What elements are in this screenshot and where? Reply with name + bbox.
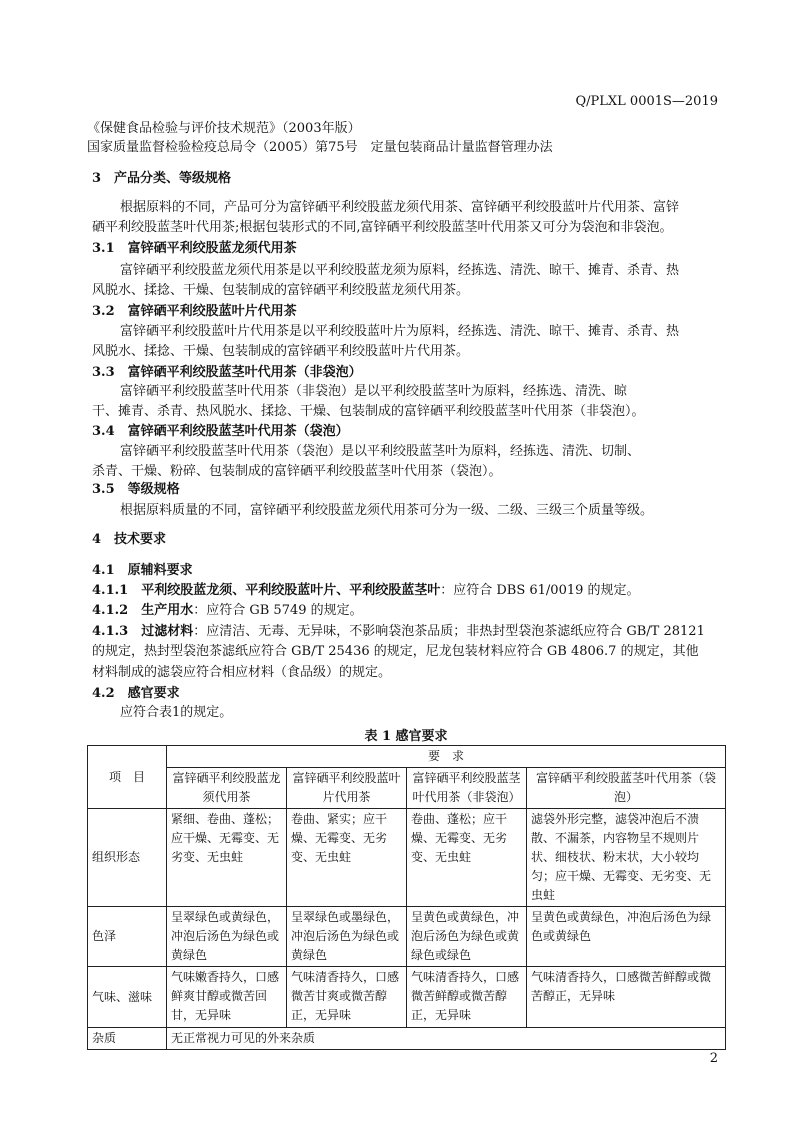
requirement-header: 要 求	[167, 746, 726, 768]
section-title: 感官要求	[127, 686, 180, 701]
paragraph-line: 材料制成的滤袋应符合相应材料（食品级）的规定。	[92, 665, 392, 680]
clause-number: 4.1.3	[92, 624, 129, 639]
table-cell: 气味嫩香持久，口感鲜爽甘醇或微苦回甘，无异味	[167, 967, 287, 1028]
column-header: 富锌硒平利绞股蓝茎叶代用茶（袋泡）	[527, 768, 726, 809]
section-number: 3.3	[92, 365, 115, 380]
section-4-1-heading	[92, 562, 193, 580]
paragraph-line: 干、摊青、杀青、热风脱水、揉捻、干燥、包装制成的富锌硒平利绞股蓝茎叶代用茶（非袋泡）。	[92, 404, 645, 419]
paragraph-line: 富锌硒平利绞股蓝龙须代用茶是以平利绞股蓝龙须为原料，经拣选、清洗、晾干、摊青、杀青、热	[120, 263, 680, 278]
table-header-row	[88, 746, 726, 768]
table-cell: 卷曲、蓬松；应干燥、无霉变、无劣变、无虫蛀	[407, 809, 527, 907]
table-cell: 滤袋外形完整，滤袋冲泡后不溃散、不漏茶，内容物呈不规则片状、细枝状、粉末状，大小较均匀；应干燥、无霉变、无劣变、无虫蛀	[527, 809, 726, 907]
clause-number: 4.1.1	[92, 583, 129, 598]
row-label: 组织形态	[88, 809, 167, 907]
paragraph-line: 硒平利绞股蓝茎叶代用茶;根据包装形式的不同,富锌硒平利绞股蓝茎叶代用茶又可分为袋泡和非袋泡。	[92, 220, 673, 235]
clause-4-1-2	[92, 602, 363, 620]
section-3-heading: 3 产品分类、等级规格	[92, 171, 232, 186]
clause-title: 平利绞股蓝龙须、平利绞股蓝叶片、平利绞股蓝茎叶	[141, 583, 441, 598]
section-number: 3.4	[92, 424, 115, 439]
clause-text: ：应符合 GB 5749 的规定。	[193, 603, 363, 618]
section-title: 原辅料要求	[127, 563, 193, 578]
section-title: 富锌硒平利绞股蓝茎叶代用茶（非袋泡）	[127, 365, 362, 380]
section-number: 3.1	[92, 241, 115, 256]
column-header: 富锌硒平利绞股蓝茎叶代用茶（非袋泡）	[407, 768, 527, 809]
section-title: 富锌硒平利绞股蓝叶片代用茶	[127, 304, 297, 319]
row-label: 气味、滋味	[88, 967, 167, 1028]
reference-line: 《保健食品检验与评价技术规范》（2003年版）	[87, 121, 361, 136]
column-header: 富锌硒平利绞股蓝龙须代用茶	[167, 768, 287, 809]
table-cell: 气味清香持久，口感微苦鲜醇或微苦醇正，无异味	[407, 967, 527, 1028]
paragraph-line: 风脱水、揉捻、干燥、包装制成的富锌硒平利绞股蓝龙须代用茶。	[92, 283, 470, 298]
clause-title: 过滤材料	[141, 624, 194, 639]
table-cell: 气味清香持久，口感微苦甘爽或微苦醇正，无异味	[287, 967, 407, 1028]
paragraph-line: 富锌硒平利绞股蓝茎叶代用茶（非袋泡）是以平利绞股蓝茎叶为原料，经拣选、清洗、晾	[120, 384, 628, 399]
section-3-4-heading	[92, 423, 349, 441]
section-title: 富锌硒平利绞股蓝茎叶代用茶（袋泡）	[127, 424, 349, 439]
section-3-1-heading	[92, 240, 297, 258]
table-cell: 卷曲、紧实；应干燥、无霉变、无劣变、无虫蛀	[287, 809, 407, 907]
clause-text: ：应符合 DBS 61/0019 的规定。	[440, 583, 640, 598]
clause-text: ：应清洁、无毒、无异味，不影响袋泡茶品质；非热封型袋泡茶滤纸应符合 GB/T 28121	[193, 624, 705, 639]
table-cell: 紧细、卷曲、蓬松；应干燥、无霉变、无劣变、无虫蛀	[167, 809, 287, 907]
paragraph-line: 富锌硒平利绞股蓝叶片代用茶是以平利绞股蓝叶片为原料，经拣选、清洗、晾干、摊青、杀青、热	[120, 324, 680, 339]
section-number: 3.2	[92, 304, 115, 319]
section-title: 等级规格	[127, 482, 180, 497]
section-3-3-heading	[92, 364, 362, 382]
table-cell: 气味清香持久，口感微苦鲜醇或微苦醇正，无异味	[527, 967, 726, 1028]
sensory-table	[87, 745, 726, 1050]
clause-4-1-1	[92, 582, 640, 600]
section-4-heading: 4 技术要求	[92, 532, 167, 547]
table-cell: 呈黄色或黄绿色，冲泡后汤色为绿色或黄绿色或绿色	[407, 907, 527, 967]
table-row	[88, 1028, 726, 1050]
table-column-header-row	[88, 768, 726, 809]
paragraph-line: 的规定，热封型袋泡茶滤纸应符合 GB/T 25436 的规定，尼龙包装材料应符合 GB 4806.7 的规定，其他	[92, 644, 699, 659]
item-header: 项 目	[88, 746, 167, 809]
document-code: Q/PLXL 0001S—2019	[575, 94, 718, 109]
clause-4-1-3	[92, 623, 705, 641]
page-number: 2	[709, 1051, 718, 1066]
clause-number: 4.1.2	[92, 603, 129, 618]
row-label: 杂质	[88, 1028, 167, 1050]
paragraph-line: 风脱水、揉捻、干燥、包装制成的富锌硒平利绞股蓝叶片代用茶。	[92, 344, 470, 359]
paragraph-line: 应符合表1的规定。	[120, 705, 233, 720]
paragraph-line: 根据原料的不同，产品可分为富锌硒平利绞股蓝龙须代用茶、富锌硒平利绞股蓝叶片代用茶、富锌	[120, 200, 680, 215]
table-cell: 无正常视力可见的外来杂质	[167, 1028, 726, 1050]
table-caption: 表 1 感官要求	[364, 729, 448, 744]
paragraph-line: 富锌硒平利绞股蓝茎叶代用茶（袋泡）是以平利绞股蓝茎叶为原料，经拣选、清洗、切制、	[120, 444, 641, 459]
table-row	[88, 809, 726, 907]
section-title: 富锌硒平利绞股蓝龙须代用茶	[127, 241, 297, 256]
section-3-5-heading	[92, 481, 180, 499]
paragraph-line: 根据原料质量的不同，富锌硒平利绞股蓝龙须代用茶可分为一级、二级、三级三个质量等级。	[120, 503, 654, 518]
table-cell: 呈黄色或黄绿色，冲泡后汤色为绿色或黄绿色	[527, 907, 726, 967]
table-cell: 呈翠绿色或黄绿色，冲泡后汤色为绿色或黄绿色	[167, 907, 287, 967]
clause-title: 生产用水	[141, 603, 194, 618]
column-header: 富锌硒平利绞股蓝叶片代用茶	[287, 768, 407, 809]
reference-line: 国家质量监督检验检疫总局令（2005）第75号 定量包装商品计量监督管理办法	[87, 140, 553, 155]
table-row	[88, 907, 726, 967]
section-4-2-heading	[92, 685, 180, 703]
paragraph-line: 杀青、干燥、粉碎、包装制成的富锌硒平利绞股蓝茎叶代用茶（袋泡）。	[92, 464, 502, 479]
section-number: 4.2	[92, 686, 115, 701]
row-label: 色泽	[88, 907, 167, 967]
section-3-2-heading	[92, 303, 297, 321]
table-row	[88, 967, 726, 1028]
table-cell: 呈翠绿色或墨绿色，冲泡后汤色为绿色或黄绿色	[287, 907, 407, 967]
section-number: 3.5	[92, 482, 115, 497]
section-number: 4.1	[92, 563, 115, 578]
